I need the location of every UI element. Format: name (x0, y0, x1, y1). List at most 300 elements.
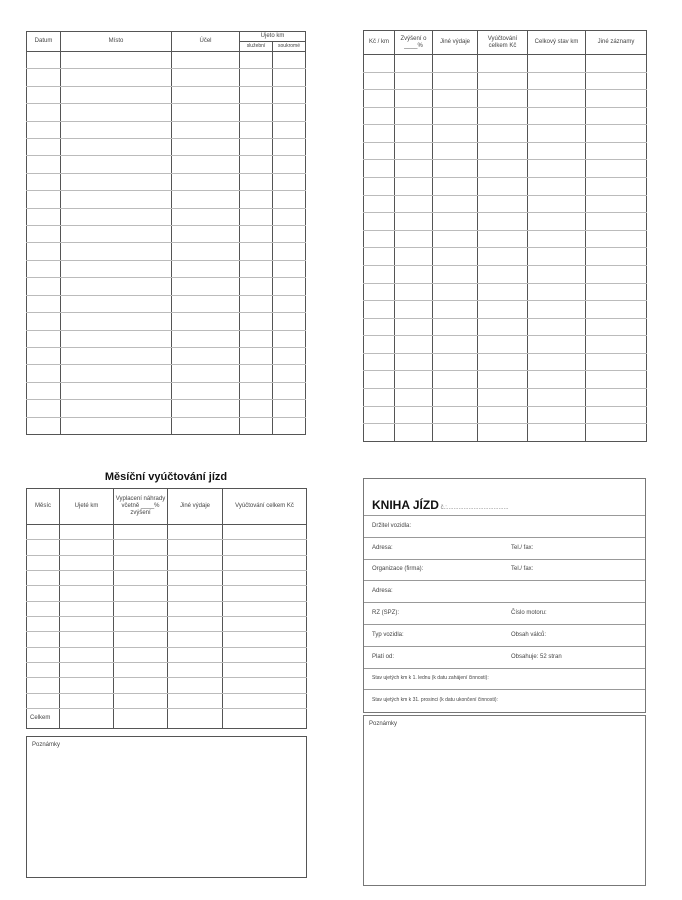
table-cell[interactable] (478, 90, 528, 108)
table-cell[interactable] (273, 226, 306, 243)
table-cell[interactable] (168, 616, 223, 631)
table-cell[interactable] (223, 570, 307, 585)
table-cell[interactable] (172, 278, 240, 295)
table-cell[interactable] (433, 371, 478, 389)
table-cell[interactable] (61, 260, 172, 277)
table-cell[interactable] (364, 318, 395, 336)
table-cell[interactable] (27, 586, 60, 601)
table-cell[interactable] (27, 139, 61, 156)
table-cell[interactable] (168, 632, 223, 647)
table-cell[interactable] (528, 371, 586, 389)
table-cell[interactable] (60, 555, 114, 570)
table-cell[interactable] (273, 347, 306, 364)
table-cell[interactable] (586, 125, 647, 143)
table-cell[interactable] (27, 647, 60, 662)
table-cell[interactable] (433, 72, 478, 90)
table-cell[interactable] (364, 160, 395, 178)
table-cell[interactable] (223, 555, 307, 570)
table-cell[interactable] (27, 156, 61, 173)
table-cell[interactable] (223, 616, 307, 631)
table-cell[interactable] (586, 406, 647, 424)
table-cell[interactable] (61, 121, 172, 138)
table-cell[interactable] (168, 570, 223, 585)
table-cell[interactable] (114, 662, 168, 677)
table-cell[interactable] (61, 52, 172, 69)
table-cell[interactable] (27, 121, 61, 138)
table-cell[interactable] (172, 295, 240, 312)
table-cell[interactable] (27, 330, 61, 347)
table-cell[interactable] (114, 616, 168, 631)
table-cell[interactable] (61, 278, 172, 295)
table-cell[interactable] (223, 678, 307, 693)
table-cell[interactable] (223, 647, 307, 662)
table-cell[interactable] (478, 107, 528, 125)
table-cell[interactable] (60, 525, 114, 540)
table-cell[interactable] (586, 353, 647, 371)
cover-field-row[interactable] (364, 559, 645, 582)
table-cell[interactable] (172, 173, 240, 190)
table-cell[interactable] (478, 424, 528, 442)
table-cell[interactable] (27, 347, 61, 364)
table-cell[interactable] (586, 55, 647, 73)
table-cell[interactable] (586, 72, 647, 90)
table-cell[interactable] (240, 260, 273, 277)
table-cell[interactable] (528, 424, 586, 442)
table-cell[interactable] (586, 195, 647, 213)
table-cell[interactable] (528, 283, 586, 301)
table-cell[interactable] (273, 69, 306, 86)
table-cell[interactable] (27, 525, 60, 540)
table-cell[interactable] (172, 69, 240, 86)
table-cell[interactable] (364, 265, 395, 283)
table-cell[interactable] (61, 347, 172, 364)
table-cell[interactable] (528, 265, 586, 283)
table-cell[interactable] (395, 318, 433, 336)
table-cell[interactable] (168, 601, 223, 616)
table-cell[interactable] (478, 353, 528, 371)
table-cell[interactable] (27, 191, 61, 208)
table-cell[interactable] (172, 156, 240, 173)
table-cell[interactable] (27, 662, 60, 677)
table-cell[interactable] (586, 248, 647, 266)
table-cell[interactable] (586, 388, 647, 406)
table-cell[interactable] (478, 142, 528, 160)
table-cell[interactable] (240, 295, 273, 312)
table-cell[interactable] (478, 195, 528, 213)
table-cell[interactable] (478, 371, 528, 389)
table-cell[interactable] (586, 178, 647, 196)
table-cell[interactable] (61, 417, 172, 434)
table-cell[interactable] (61, 104, 172, 121)
table-cell[interactable] (114, 693, 168, 708)
table-cell[interactable] (433, 388, 478, 406)
table-cell[interactable] (61, 208, 172, 225)
table-cell[interactable] (528, 248, 586, 266)
table-cell[interactable] (586, 160, 647, 178)
table-cell[interactable] (478, 125, 528, 143)
table-cell[interactable] (27, 295, 61, 312)
table-cell[interactable] (528, 213, 586, 231)
table-cell[interactable] (364, 178, 395, 196)
table-cell[interactable] (364, 283, 395, 301)
table-cell[interactable] (273, 191, 306, 208)
table-cell[interactable] (240, 278, 273, 295)
table-cell[interactable] (61, 226, 172, 243)
table-cell[interactable] (395, 371, 433, 389)
table-cell[interactable] (364, 230, 395, 248)
table-cell[interactable] (395, 178, 433, 196)
table-cell[interactable] (60, 586, 114, 601)
table-cell[interactable] (27, 365, 61, 382)
table-cell[interactable] (240, 69, 273, 86)
table-cell[interactable] (27, 570, 60, 585)
table-cell[interactable] (240, 365, 273, 382)
table-cell[interactable] (395, 230, 433, 248)
table-cell[interactable] (172, 313, 240, 330)
table-cell[interactable] (172, 226, 240, 243)
table-cell[interactable] (395, 142, 433, 160)
table-cell[interactable] (61, 69, 172, 86)
table-cell[interactable] (223, 632, 307, 647)
table-cell[interactable] (364, 90, 395, 108)
table-cell[interactable] (528, 301, 586, 319)
table-cell[interactable] (433, 248, 478, 266)
table-cell[interactable] (61, 313, 172, 330)
table-cell[interactable] (223, 662, 307, 677)
table-cell[interactable] (273, 365, 306, 382)
table-cell[interactable] (433, 318, 478, 336)
table-cell[interactable] (364, 72, 395, 90)
table-cell[interactable] (273, 295, 306, 312)
table-cell[interactable] (27, 278, 61, 295)
table-cell[interactable] (586, 318, 647, 336)
table-cell[interactable] (240, 173, 273, 190)
table-cell[interactable] (223, 709, 307, 729)
table-cell[interactable] (27, 601, 60, 616)
table-cell[interactable] (433, 353, 478, 371)
table-cell[interactable] (273, 121, 306, 138)
table-cell[interactable] (168, 693, 223, 708)
table-cell[interactable] (395, 213, 433, 231)
table-cell[interactable] (586, 230, 647, 248)
table-cell[interactable] (433, 406, 478, 424)
table-cell[interactable] (586, 336, 647, 354)
table-cell[interactable] (273, 139, 306, 156)
table-cell[interactable] (478, 301, 528, 319)
table-cell[interactable] (27, 400, 61, 417)
table-cell[interactable] (528, 178, 586, 196)
table-cell[interactable] (27, 86, 61, 103)
table-cell[interactable] (433, 283, 478, 301)
table-cell[interactable] (168, 525, 223, 540)
table-cell[interactable] (478, 230, 528, 248)
table-cell[interactable] (168, 662, 223, 677)
cover-field-row[interactable] (364, 624, 645, 647)
table-cell[interactable] (433, 195, 478, 213)
table-cell[interactable] (27, 540, 60, 555)
table-cell[interactable] (395, 248, 433, 266)
table-cell[interactable] (478, 160, 528, 178)
table-cell[interactable] (433, 336, 478, 354)
table-cell[interactable] (240, 139, 273, 156)
cover-field-row[interactable] (364, 580, 645, 603)
table-cell[interactable] (586, 371, 647, 389)
table-cell[interactable] (114, 632, 168, 647)
table-cell[interactable] (114, 586, 168, 601)
table-cell[interactable] (273, 243, 306, 260)
cover-field-row[interactable] (364, 602, 645, 625)
table-cell[interactable] (60, 601, 114, 616)
table-cell[interactable] (172, 208, 240, 225)
table-cell[interactable] (528, 107, 586, 125)
table-cell[interactable] (273, 313, 306, 330)
table-cell[interactable] (27, 208, 61, 225)
cover-field-row[interactable] (364, 646, 645, 669)
table-cell[interactable] (27, 693, 60, 708)
table-cell[interactable] (27, 313, 61, 330)
table-cell[interactable] (60, 632, 114, 647)
table-cell[interactable] (273, 400, 306, 417)
table-cell[interactable] (240, 417, 273, 434)
table-cell[interactable] (240, 156, 273, 173)
table-cell[interactable] (395, 107, 433, 125)
cover-field-row[interactable] (364, 689, 645, 711)
table-cell[interactable] (433, 424, 478, 442)
table-cell[interactable] (60, 570, 114, 585)
table-cell[interactable] (172, 121, 240, 138)
table-cell[interactable] (433, 230, 478, 248)
table-cell[interactable] (395, 336, 433, 354)
table-cell[interactable] (528, 406, 586, 424)
table-cell[interactable] (586, 283, 647, 301)
table-cell[interactable] (114, 555, 168, 570)
table-cell[interactable] (433, 55, 478, 73)
table-cell[interactable] (172, 400, 240, 417)
table-cell[interactable] (168, 678, 223, 693)
table-cell[interactable] (60, 693, 114, 708)
cover-notes-box[interactable] (363, 715, 646, 886)
table-cell[interactable] (364, 388, 395, 406)
table-cell[interactable] (364, 406, 395, 424)
table-cell[interactable] (27, 243, 61, 260)
table-cell[interactable] (478, 406, 528, 424)
table-cell[interactable] (27, 417, 61, 434)
table-cell[interactable] (168, 555, 223, 570)
table-cell[interactable] (60, 647, 114, 662)
table-cell[interactable] (114, 678, 168, 693)
table-cell[interactable] (172, 417, 240, 434)
table-cell[interactable] (114, 570, 168, 585)
table-cell[interactable] (364, 371, 395, 389)
table-cell[interactable] (478, 55, 528, 73)
table-cell[interactable] (273, 104, 306, 121)
table-cell[interactable] (586, 213, 647, 231)
table-cell[interactable] (273, 156, 306, 173)
table-cell[interactable] (114, 709, 168, 729)
table-cell[interactable] (364, 353, 395, 371)
table-cell[interactable] (433, 107, 478, 125)
table-cell[interactable] (528, 160, 586, 178)
table-cell[interactable] (528, 142, 586, 160)
table-cell[interactable] (27, 616, 60, 631)
table-cell[interactable] (27, 632, 60, 647)
table-cell[interactable] (586, 301, 647, 319)
table-cell[interactable] (395, 301, 433, 319)
table-cell[interactable] (528, 90, 586, 108)
monthly-notes-box[interactable] (26, 736, 307, 878)
table-cell[interactable] (240, 243, 273, 260)
table-cell[interactable] (223, 601, 307, 616)
table-cell[interactable] (395, 195, 433, 213)
table-cell[interactable] (61, 400, 172, 417)
table-cell[interactable] (27, 173, 61, 190)
table-cell[interactable] (395, 406, 433, 424)
cover-field-row[interactable] (364, 537, 645, 560)
cover-field-row[interactable] (364, 668, 645, 691)
table-cell[interactable] (61, 243, 172, 260)
table-cell[interactable] (528, 72, 586, 90)
table-cell[interactable] (478, 388, 528, 406)
table-cell[interactable] (168, 709, 223, 729)
table-cell[interactable] (172, 86, 240, 103)
table-cell[interactable] (433, 178, 478, 196)
table-cell[interactable] (60, 662, 114, 677)
table-cell[interactable] (240, 330, 273, 347)
table-cell[interactable] (433, 213, 478, 231)
table-cell[interactable] (172, 382, 240, 399)
table-cell[interactable] (240, 382, 273, 399)
table-cell[interactable] (27, 226, 61, 243)
table-cell[interactable] (27, 69, 61, 86)
table-cell[interactable] (27, 382, 61, 399)
table-cell[interactable] (223, 540, 307, 555)
table-cell[interactable] (478, 248, 528, 266)
table-cell[interactable] (273, 86, 306, 103)
table-cell[interactable] (240, 52, 273, 69)
table-cell[interactable] (168, 540, 223, 555)
table-cell[interactable] (364, 301, 395, 319)
table-cell[interactable] (61, 382, 172, 399)
table-cell[interactable] (240, 208, 273, 225)
table-cell[interactable] (273, 382, 306, 399)
table-cell[interactable] (61, 86, 172, 103)
table-cell[interactable] (114, 525, 168, 540)
table-cell[interactable] (395, 72, 433, 90)
table-cell[interactable] (364, 107, 395, 125)
table-cell[interactable] (168, 586, 223, 601)
table-cell[interactable] (586, 265, 647, 283)
table-cell[interactable] (223, 693, 307, 708)
table-cell[interactable] (172, 52, 240, 69)
table-cell[interactable] (433, 160, 478, 178)
table-cell[interactable] (172, 191, 240, 208)
table-cell[interactable] (364, 125, 395, 143)
table-cell[interactable] (364, 424, 395, 442)
table-cell[interactable] (172, 243, 240, 260)
table-cell[interactable] (60, 709, 114, 729)
table-cell[interactable] (172, 330, 240, 347)
table-cell[interactable] (60, 678, 114, 693)
table-cell[interactable] (586, 90, 647, 108)
table-cell[interactable] (586, 424, 647, 442)
table-cell[interactable] (478, 72, 528, 90)
table-cell[interactable] (61, 191, 172, 208)
table-cell[interactable] (223, 525, 307, 540)
table-cell[interactable] (395, 55, 433, 73)
table-cell[interactable] (395, 424, 433, 442)
table-cell[interactable] (240, 121, 273, 138)
table-cell[interactable] (395, 90, 433, 108)
table-cell[interactable] (478, 213, 528, 231)
table-cell[interactable] (478, 318, 528, 336)
table-cell[interactable] (528, 388, 586, 406)
table-cell[interactable] (586, 107, 647, 125)
table-cell[interactable] (61, 365, 172, 382)
table-cell[interactable] (172, 347, 240, 364)
table-cell[interactable] (364, 55, 395, 73)
table-cell[interactable] (114, 601, 168, 616)
table-cell[interactable] (364, 336, 395, 354)
table-cell[interactable] (528, 336, 586, 354)
table-cell[interactable] (528, 125, 586, 143)
table-cell[interactable] (528, 318, 586, 336)
table-cell[interactable] (27, 260, 61, 277)
table-cell[interactable] (273, 208, 306, 225)
table-cell[interactable] (273, 278, 306, 295)
table-cell[interactable] (223, 586, 307, 601)
table-cell[interactable] (240, 226, 273, 243)
table-cell[interactable] (240, 347, 273, 364)
cover-field-row[interactable] (364, 515, 645, 538)
table-cell[interactable] (168, 647, 223, 662)
table-cell[interactable] (27, 52, 61, 69)
table-cell[interactable] (433, 142, 478, 160)
table-cell[interactable] (60, 540, 114, 555)
table-cell[interactable] (433, 90, 478, 108)
table-cell[interactable] (395, 283, 433, 301)
table-cell[interactable] (395, 353, 433, 371)
table-cell[interactable] (364, 195, 395, 213)
table-cell[interactable] (60, 616, 114, 631)
table-cell[interactable] (61, 156, 172, 173)
table-cell[interactable] (395, 125, 433, 143)
table-cell[interactable] (114, 540, 168, 555)
table-cell[interactable] (273, 260, 306, 277)
table-cell[interactable] (395, 160, 433, 178)
table-cell[interactable] (364, 248, 395, 266)
table-cell[interactable] (172, 104, 240, 121)
table-cell[interactable] (433, 301, 478, 319)
table-cell[interactable] (273, 52, 306, 69)
table-cell[interactable] (240, 400, 273, 417)
table-cell[interactable] (240, 104, 273, 121)
table-cell[interactable] (172, 365, 240, 382)
table-cell[interactable] (395, 388, 433, 406)
table-cell[interactable] (172, 260, 240, 277)
table-cell[interactable] (273, 173, 306, 190)
table-cell[interactable] (528, 353, 586, 371)
table-cell[interactable] (27, 555, 60, 570)
table-cell[interactable] (61, 139, 172, 156)
table-cell[interactable] (395, 265, 433, 283)
table-cell[interactable] (586, 142, 647, 160)
table-cell[interactable] (27, 678, 60, 693)
table-cell[interactable] (61, 330, 172, 347)
table-cell[interactable] (273, 417, 306, 434)
table-cell[interactable] (240, 86, 273, 103)
table-cell[interactable] (478, 265, 528, 283)
table-cell[interactable] (528, 230, 586, 248)
